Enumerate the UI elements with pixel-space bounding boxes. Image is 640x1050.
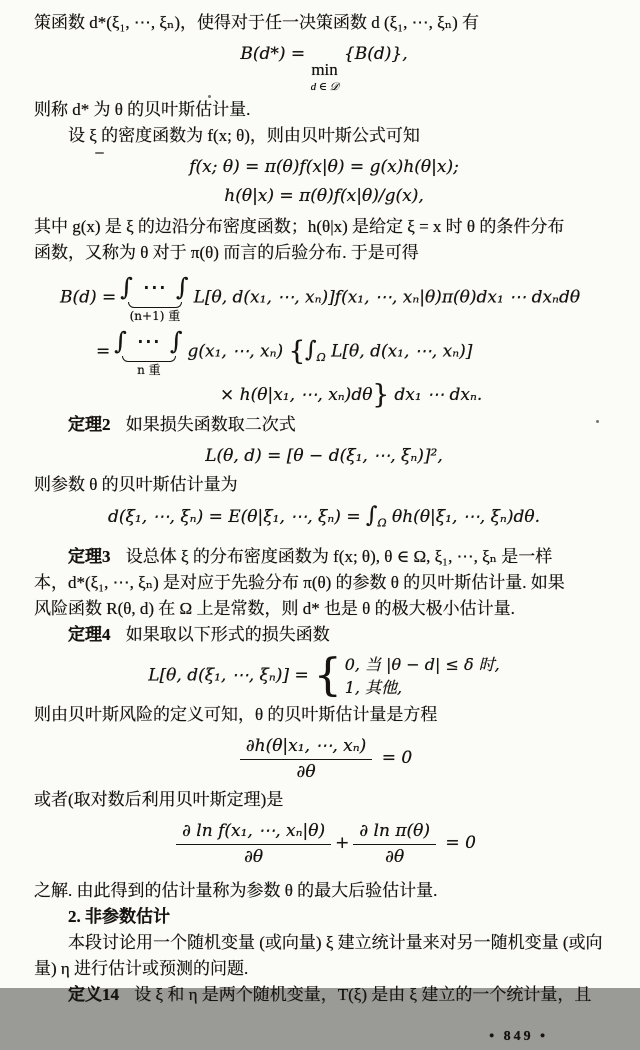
- equation-rhs: = 0: [376, 748, 413, 769]
- fraction-numerator: ∂ ln π(θ): [353, 819, 436, 845]
- equation-lhs: L[θ, d(ξ₁, ⋯, ξₙ)] =: [148, 665, 309, 686]
- integral-sign: ∫: [366, 503, 378, 528]
- equation-bayes-risk-min: [34, 41, 614, 94]
- cases-group: [309, 650, 500, 702]
- paragraph-line: 设 ξ 的密度函数为 f(x; θ)，则由贝叶斯公式可知: [68, 126, 420, 145]
- fraction: [240, 734, 372, 783]
- paragraph-line: 则称 d* 为 θ 的贝叶斯估计量.: [34, 100, 251, 119]
- theorem-4: [34, 622, 614, 648]
- fraction-numerator: ∂h(θ|x₁, ⋯, xₙ): [240, 734, 372, 760]
- definition-14-text: 设 ξ 和 η 是两个随机变量，T(ξ) 是由 ξ 建立的一个统计量，且: [134, 985, 592, 1005]
- theorem-4-text: 如果取以下形式的损失函数: [125, 625, 330, 645]
- theorem-3-line-1: [34, 544, 614, 570]
- scan-artifact: [208, 95, 211, 98]
- equation-term: d(ξ₁, ⋯, ξₙ) = E(θ|ξ₁, ⋯, ξₙ) =: [108, 507, 366, 527]
- fraction-denominator: ∂θ: [385, 847, 405, 868]
- equation-indicator-loss: [34, 650, 614, 702]
- theorem-2-text: 如果损失函数取二次式: [125, 415, 296, 434]
- fraction: [353, 819, 436, 868]
- min-operator: min: [311, 60, 338, 79]
- definition-14: [34, 982, 614, 1008]
- theorem-4-label: 定理4: [68, 625, 111, 645]
- underbrace-label: n 重: [137, 363, 161, 377]
- open-brace: {: [288, 336, 306, 367]
- paragraph-line: 之解. 由此得到的估计量称为参数 θ 的最大后验估计量.: [34, 881, 438, 901]
- theorem-2-label: 定理2: [68, 415, 111, 434]
- definition-14-label: 定义14: [68, 985, 119, 1005]
- fraction-numerator: ∂ ln f(x₁, ⋯, xₙ|θ): [176, 819, 331, 845]
- equation-term: θh(θ|ξ₁, ⋯, ξₙ)dθ.: [386, 507, 540, 527]
- paragraph-line: 则由贝叶斯风险的定义可知，θ 的贝叶斯估计量是方程: [34, 705, 438, 725]
- equation-lhs: B(d) =: [60, 287, 117, 308]
- paragraph-line: 其中 g(x) 是 ξ 的边沿分布密度函数；h(θ|x) 是给定 ξ = x 时 θ 的条件分布: [34, 217, 565, 236]
- plus-sign: +: [335, 833, 350, 854]
- equation-line-1: [60, 272, 614, 324]
- underbrace-label: (n+1) 重: [129, 309, 181, 323]
- equation-term: dx₁ ⋯ dxₙ.: [388, 385, 483, 405]
- equation-rhs: = 0: [440, 833, 476, 854]
- cases-rows: [345, 653, 500, 699]
- case-row-2: 1, 其他,: [344, 678, 403, 698]
- integral-sign: ∫: [305, 337, 317, 363]
- equation-bayes-formula-2: h(θ|x) = π(θ)f(x|θ)/g(x),: [224, 186, 424, 206]
- equation-rhs: {B(d)},: [338, 44, 408, 64]
- equation-term: g(x₁, ⋯, xₙ): [187, 341, 289, 362]
- multiple-integral-group: [120, 272, 189, 324]
- integral-signs: ∫ ⋯ ∫: [114, 327, 184, 355]
- equation-quadratic-loss: L(θ, d) = [θ − d(ξ₁, ⋯, ξₙ)]²,: [205, 446, 443, 466]
- paragraph-line: 则参数 θ 的贝叶斯估计量为: [34, 475, 238, 494]
- paragraph-line: 或者(取对数后利用贝叶斯定理)是: [34, 790, 284, 810]
- paragraph-line: 函数，又称为 θ 对于 π(θ) 而言的后验分布. 于是可得: [34, 243, 419, 262]
- cases-brace: {: [313, 650, 342, 702]
- case-row-1: 0, 当 |θ − d| ≤ δ 时,: [344, 655, 500, 675]
- equation-integrand: L[θ, d(x₁, ⋯, xₙ)]f(x₁, ⋯, xₙ|θ)π(θ)dx₁ ⋯ dxₙdθ: [193, 287, 581, 308]
- min-operator-with-subscript: [311, 59, 339, 94]
- underbrace: [122, 356, 176, 362]
- equation-line-2: [96, 326, 614, 378]
- equation-bayes-formula-1: f(x; θ) = π(θ)f(x|θ) = g(x)h(θ|x);: [189, 157, 459, 177]
- min-subscript: d ∈ 𝒟: [310, 81, 339, 93]
- fraction-denominator: ∂θ: [296, 762, 316, 783]
- integral-subscript: Ω: [316, 350, 326, 364]
- theorem-3-line-3: 风险函数 R(θ, d) 在 Ω 上是常数，则 d* 也是 θ 的极大极小估计量.: [34, 599, 515, 619]
- equation-bayes-estimator: [34, 503, 614, 536]
- fraction: [176, 819, 331, 868]
- fraction-denominator: ∂θ: [244, 847, 264, 868]
- equation-lhs: B(d*) =: [240, 44, 311, 64]
- multiple-integral-group: [114, 326, 183, 378]
- integral-signs: ∫ ⋯ ∫: [120, 273, 190, 301]
- theorem-3-label: 定理3: [68, 547, 111, 567]
- paragraph-line: 量) η 进行估计或预测的问题.: [34, 959, 249, 979]
- theorem-3-text: 设总体 ξ 的分布密度函数为 f(x; θ), θ ∈ Ω, ξ₁, ⋯, ξₙ 是一样: [125, 547, 553, 567]
- equation-log-posterior-derivative: [34, 819, 614, 868]
- integral-subscript: Ω: [377, 516, 387, 530]
- theorem-2: [34, 412, 614, 438]
- equation-bayes-risk-expansion: [34, 272, 614, 408]
- equation-term: × h(θ|x₁, ⋯, xₙ)dθ: [220, 385, 373, 405]
- equation-line-3: [220, 382, 614, 408]
- paragraph-line: 策函数 d*(ξ₁, ⋯, ξₙ)，使得对于任一决策函数 d (ξ₁, ⋯, ξₙ) 有: [34, 13, 480, 32]
- scan-artifact: [95, 152, 104, 154]
- equals-sign: =: [96, 341, 111, 362]
- scan-artifact: [596, 420, 599, 423]
- underbrace: [128, 302, 182, 308]
- paragraph-line: 本段讨论用一个随机变量 (或向量) ξ 建立统计量来对另一随机变量 (或向: [68, 933, 603, 953]
- close-brace: }: [372, 380, 389, 410]
- theorem-3-line-2: 本，d*(ξ₁, ⋯, ξₙ) 是对应于先验分布 π(θ) 的参数 θ 的贝叶斯估计量. 如果: [34, 573, 565, 593]
- section-heading-nonparametric: 2. 非参数估计: [68, 907, 170, 927]
- equation-term: L[θ, d(x₁, ⋯, xₙ)]: [325, 341, 473, 362]
- equation-posterior-derivative: [34, 734, 614, 783]
- page-number: • 849 •: [489, 1029, 548, 1045]
